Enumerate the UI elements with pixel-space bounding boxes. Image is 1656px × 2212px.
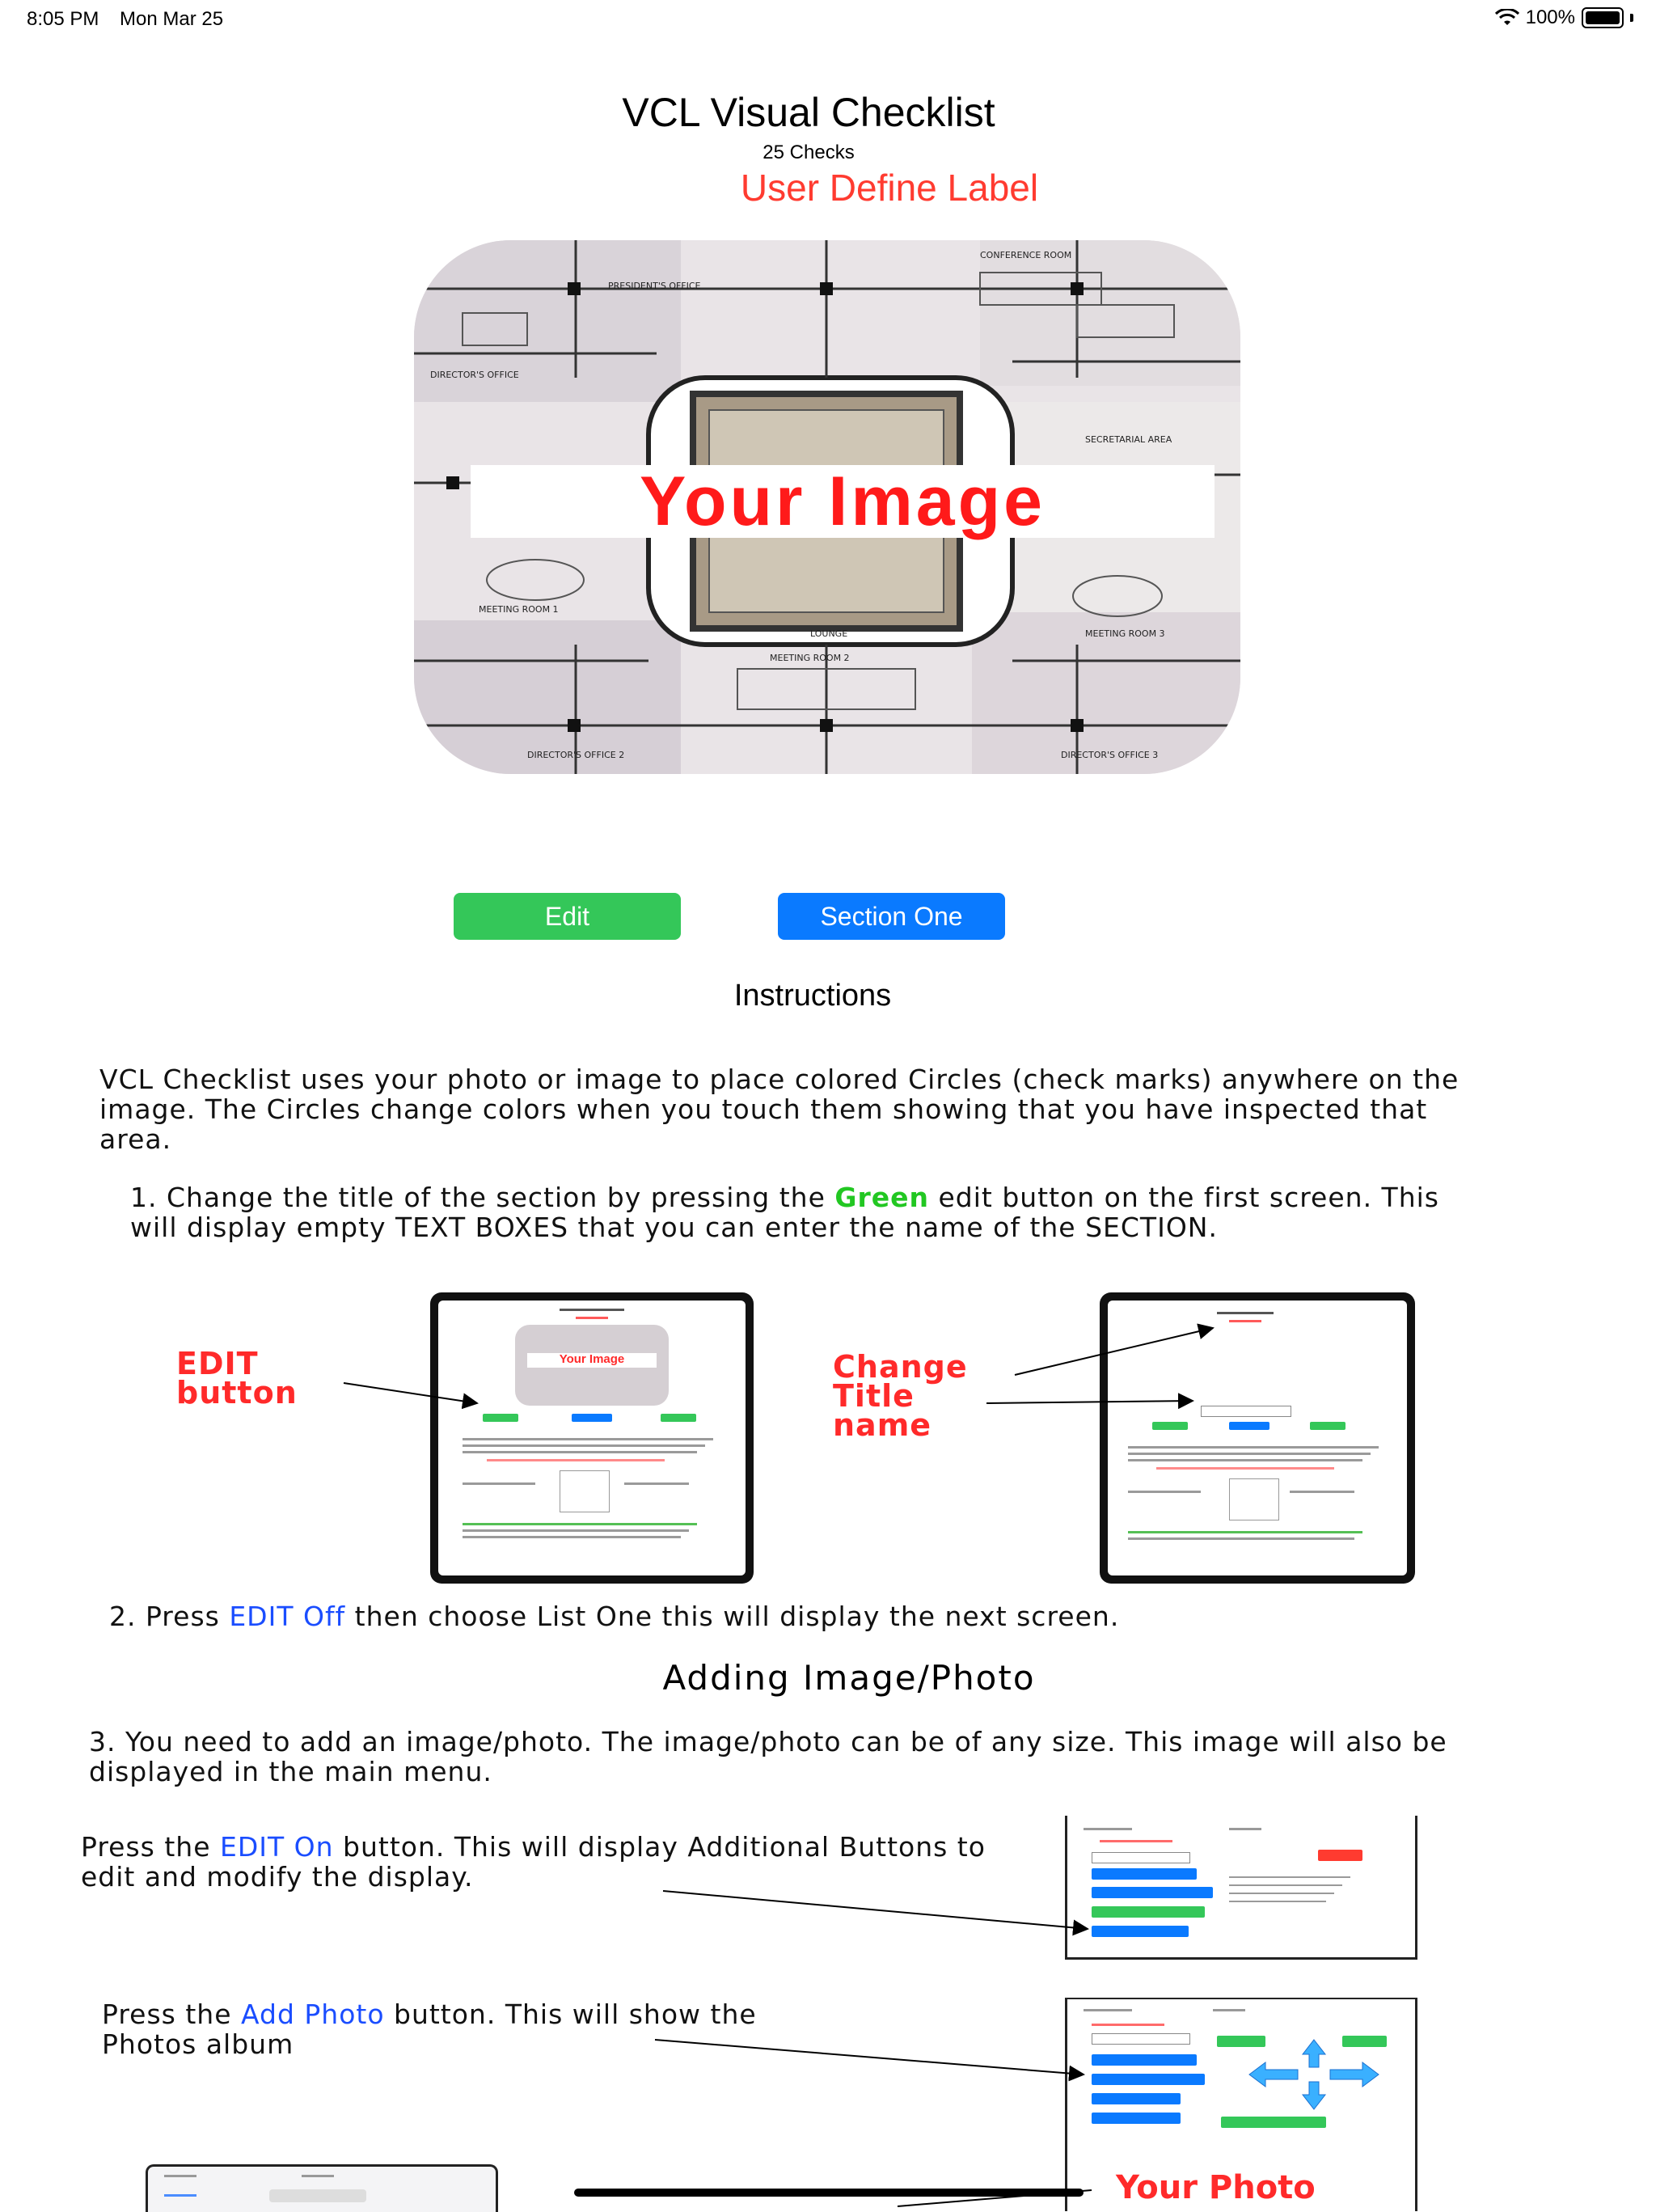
- plan-label: DIRECTOR'S OFFICE 3: [1061, 750, 1159, 760]
- press-photo-part: Press the: [102, 1998, 241, 2030]
- plan-label: DIRECTOR'S OFFICE 2: [527, 750, 625, 760]
- status-date: Mon Mar 25: [120, 8, 224, 30]
- step-1-text: [130, 1182, 1440, 1242]
- press-photo-blue: Add Photo: [241, 1998, 385, 2030]
- wifi-icon: [1495, 9, 1519, 27]
- intro-text: VCL Checklist uses your photo or image to place colored Circles (check marks) anywhere on the image. The Circles change colors when you touch them showing that you have inspected that area.: [99, 1064, 1460, 1155]
- arrow-edit-on: [0, 1860, 1656, 1941]
- press-photo-part: button. This will show the Photos album: [102, 1998, 757, 2060]
- callout-arrows: [0, 1294, 1656, 1423]
- step-2-text: [109, 1601, 1565, 1631]
- plan-label: CONFERENCE ROOM: [980, 250, 1072, 260]
- plan-label: MEETING ROOM 1: [479, 604, 559, 615]
- plan-label: MEETING ROOM 2: [770, 653, 850, 663]
- step-2-part: then choose List One this will display the next screen.: [345, 1601, 1120, 1632]
- status-right: [1495, 6, 1633, 29]
- plan-label: LOUNGE: [810, 628, 848, 639]
- phone-mockup-1: Your Image: [430, 1292, 754, 1584]
- adding-image-heading: Adding Image/Photo: [662, 1658, 1036, 1698]
- home-indicator[interactable]: [574, 2189, 1084, 2197]
- step-2-part: 2. Press: [109, 1601, 230, 1632]
- your-photo-label: Your Photo: [1116, 2169, 1316, 2206]
- step-1-part: 1. Change the title of the section by pressing the: [130, 1182, 835, 1213]
- battery-percent: 100%: [1525, 6, 1575, 28]
- press-edit-blue: EDIT On: [220, 1831, 334, 1863]
- plan-label: MEETING ROOM 3: [1085, 628, 1165, 639]
- edit-button[interactable]: Edit: [454, 893, 681, 940]
- step-1-green: Green: [834, 1182, 929, 1213]
- callout-edit-button: EDIT button: [176, 1346, 298, 1411]
- callout-change-title: Change Title name: [833, 1349, 968, 1443]
- battery-icon: [1582, 7, 1624, 28]
- status-time: 8:05 PM: [27, 8, 99, 30]
- press-edit-part: button. This will display Additional Buttons to edit and modify the display.: [81, 1831, 986, 1893]
- plan-label: SECRETARIAL AREA: [1085, 434, 1172, 445]
- press-edit-part: Press the: [81, 1831, 220, 1863]
- instructions-heading: Instructions: [733, 979, 892, 1013]
- page-title: VCL Visual Checklist: [622, 90, 995, 135]
- battery-tip: [1630, 14, 1633, 22]
- status-bar: [0, 0, 1656, 39]
- checks-count: 25 Checks: [763, 142, 855, 163]
- section-one-button[interactable]: Section One: [778, 893, 1005, 940]
- step-2-blue: EDIT Off: [229, 1601, 346, 1632]
- photos-album-mockup: [146, 2164, 498, 2212]
- step-3-text: 3. You need to add an image/photo. The image/photo can be of any size. This image will also be displayed in the main menu.: [89, 1726, 1447, 1787]
- plan-label: PRESIDENT'S OFFICE: [608, 281, 701, 291]
- user-define-label: User Define Label: [740, 167, 1039, 209]
- your-image-overlay: Your Image: [471, 465, 1215, 538]
- arrow-add-photo: [0, 2022, 1656, 2103]
- step-1-part: edit button on the first screen. This will display empty TEXT BOXES that you can enter the name of the SECTION.: [130, 1182, 1439, 1243]
- plan-label: DIRECTOR'S OFFICE: [430, 370, 519, 380]
